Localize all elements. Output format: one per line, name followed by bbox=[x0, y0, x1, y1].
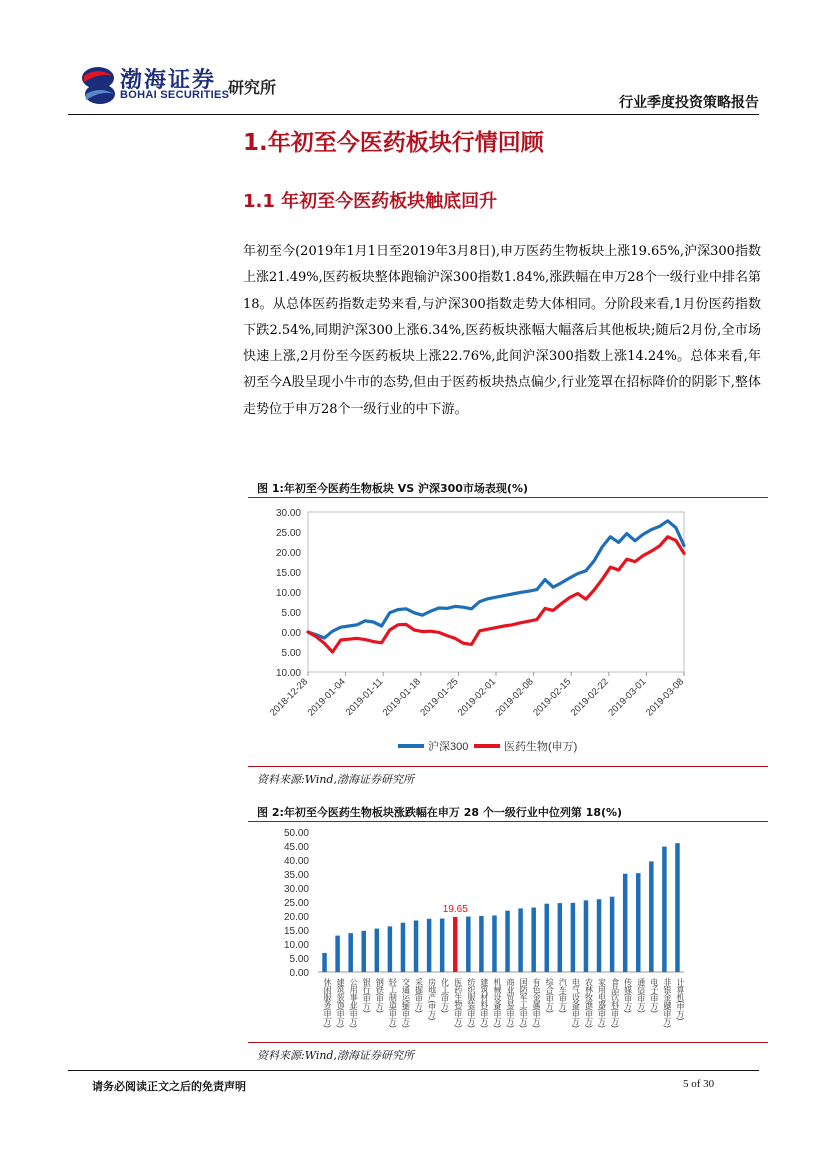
y-tick-label: 20.00 bbox=[275, 548, 301, 559]
bar bbox=[492, 915, 497, 972]
bar bbox=[545, 904, 550, 972]
x-tick-label: 2019-01-11 bbox=[343, 676, 386, 718]
x-category-label: 有色金属(申万) bbox=[532, 978, 542, 1028]
x-category-label: 钢铁(申万) bbox=[375, 978, 385, 1013]
x-category-label: 食品饮料(申万) bbox=[610, 978, 620, 1028]
bar bbox=[479, 916, 484, 972]
y-tick-label: 15.00 bbox=[275, 568, 301, 579]
y-tick-label: 35.00 bbox=[283, 870, 309, 881]
y-tick-label: 0.00 bbox=[281, 628, 301, 639]
y-tick-label: 45.00 bbox=[283, 842, 309, 853]
series-line-0 bbox=[308, 521, 684, 638]
x-tick-label: 2019-03-08 bbox=[643, 676, 687, 719]
bar bbox=[571, 903, 576, 972]
y-tick-label: 0.00 bbox=[289, 968, 309, 979]
y-tick-label: 15.00 bbox=[283, 926, 309, 937]
x-category-label: 通信(申万) bbox=[636, 978, 646, 1013]
x-tick-label: 2019-03-01 bbox=[606, 676, 649, 719]
logo-english: BOHAI SECURITIES bbox=[120, 89, 230, 101]
bar bbox=[649, 861, 654, 972]
figure1-bottom-rule bbox=[248, 766, 768, 767]
x-category-label: 传媒(申万) bbox=[623, 978, 633, 1013]
x-category-label: 国防军工(申万) bbox=[519, 978, 529, 1028]
bar bbox=[597, 899, 602, 972]
figure1-top-rule bbox=[248, 497, 768, 498]
body-paragraph bbox=[243, 239, 761, 423]
x-tick-label: 2019-02-01 bbox=[455, 676, 499, 719]
section-heading: 1.年初至今医药板块行情回顾 bbox=[243, 130, 544, 156]
bar bbox=[440, 919, 445, 972]
bar bbox=[388, 926, 393, 972]
x-category-label: 采掘(申万) bbox=[414, 978, 424, 1013]
x-category-label: 纺织服装(申万) bbox=[466, 978, 476, 1028]
figure2-title: 图 2:年初至今医药生物板块涨跌幅在申万 28 个一级行业中位列第 18(%) bbox=[257, 806, 623, 819]
bar bbox=[610, 897, 615, 972]
x-category-label: 机械设备(申万) bbox=[492, 978, 502, 1028]
bar bbox=[414, 920, 419, 972]
x-category-label: 房地产(申万) bbox=[427, 978, 437, 1020]
y-tick-label: 25.00 bbox=[275, 528, 301, 539]
page-number: 5 of 30 bbox=[683, 1078, 715, 1090]
bar bbox=[623, 874, 628, 972]
x-category-label: 公用事业(申万) bbox=[349, 978, 359, 1028]
y-tick-label: 50.00 bbox=[283, 828, 309, 839]
x-category-label: 计算机(申万) bbox=[675, 978, 685, 1020]
legend-label: 医药生物(申万) bbox=[504, 741, 578, 753]
x-category-label: 医药生物(申万) bbox=[453, 978, 463, 1028]
x-category-label: 电气设备(申万) bbox=[571, 978, 581, 1028]
x-tick-label: 2019-02-15 bbox=[531, 676, 574, 719]
y-tick-label: 5.00 bbox=[289, 954, 309, 965]
x-category-label: 建筑装饰(申万) bbox=[336, 978, 346, 1028]
paragraph-text: 年初至今(2019年1月1日至2019年3月8日),申万医药生物板块上涨19.65%,沪深300指数上涨21.49%,医药板块整体跑输沪深300指数1.84%,涨跌幅在申万28个一级行业中排名第18。从总体医药指数走势来看,与沪深300指数走势大体相同。分阶段来看,1月份医药指数下跌2.54%,同期沪深300上涨6.34%,医药板块涨幅大幅落后其他板块;随后2月份,全市场快速上涨,2月份至今医药板块上涨22.76%,此间沪深300指数上涨14.24%。总体来看,年初至今A股呈现小牛市的态势,但由于医药板块热点偏少,行业笼罩在招标降价的阴影下,整体走势位于申万28个一级行业的中下游。 bbox=[243, 244, 761, 417]
x-category-label: 交通运输(申万) bbox=[401, 978, 411, 1028]
x-category-label: 非银金融(申万) bbox=[662, 978, 672, 1028]
figure2-bar-chart bbox=[248, 822, 768, 1040]
bar bbox=[348, 933, 353, 972]
data-label: 19.65 bbox=[442, 903, 468, 915]
x-category-label: 汽车(申万) bbox=[558, 978, 568, 1013]
y-tick-label: 10.00 bbox=[283, 940, 309, 951]
y-tick-label: 20.00 bbox=[283, 912, 309, 923]
bar bbox=[466, 917, 471, 972]
x-category-label: 综合(申万) bbox=[545, 978, 555, 1013]
subsection-heading: 1.1 年初至今医药板块触底回升 bbox=[243, 191, 498, 212]
bar bbox=[675, 843, 680, 972]
x-category-label: 商业贸易(申万) bbox=[506, 978, 516, 1028]
y-tick-label: 30.00 bbox=[275, 508, 301, 519]
header-divider bbox=[68, 114, 759, 115]
bar bbox=[662, 847, 667, 972]
bar bbox=[322, 953, 327, 972]
x-category-label: 轻工制造(申万) bbox=[388, 978, 398, 1028]
institute-label: 研究所 bbox=[228, 78, 277, 97]
figure1-title: 图 1:年初至今医药生物板块 VS 沪深300市场表现(%) bbox=[257, 482, 529, 495]
x-tick-label: 2018-12-28 bbox=[267, 676, 311, 719]
report-type: 行业季度投资策略报告 bbox=[619, 95, 759, 111]
y-tick-label: 40.00 bbox=[283, 856, 309, 867]
bar bbox=[558, 903, 563, 972]
bar bbox=[453, 917, 458, 972]
x-category-label: 银行(申万) bbox=[362, 978, 372, 1013]
bar bbox=[335, 936, 340, 972]
x-tick-label: 2019-02-08 bbox=[493, 676, 536, 719]
x-category-label: 化工(申万) bbox=[440, 978, 450, 1013]
bar bbox=[505, 911, 510, 972]
bar bbox=[518, 908, 523, 972]
x-tick-label: 2019-01-18 bbox=[380, 676, 423, 719]
y-tick-label: 30.00 bbox=[283, 884, 309, 895]
figure1-line-chart bbox=[248, 500, 768, 762]
bar bbox=[427, 919, 432, 972]
x-tick-label: 2019-01-25 bbox=[418, 676, 461, 719]
y-tick-label: 5.00 bbox=[281, 608, 301, 619]
x-tick-label: 2019-02-22 bbox=[568, 676, 611, 719]
footer-divider bbox=[68, 1070, 759, 1071]
x-category-label: 休闲服务(申万) bbox=[323, 978, 333, 1028]
logo-name: 渤海证券 bbox=[120, 68, 217, 93]
x-category-label: 家用电器(申万) bbox=[597, 978, 607, 1028]
figure2-source: 资料来源:Wind,渤海证券研究所 bbox=[257, 1049, 414, 1062]
bar bbox=[375, 929, 380, 972]
y-tick-label: 25.00 bbox=[283, 898, 309, 909]
x-category-label: 农林牧渔(申万) bbox=[584, 978, 594, 1028]
y-tick-label: 10.00 bbox=[275, 588, 301, 599]
disclaimer-note: 请务必阅读正文之后的免责声明 bbox=[92, 1080, 246, 1093]
x-category-label: 电子(申万) bbox=[649, 978, 659, 1013]
figure2-bottom-rule bbox=[248, 1042, 768, 1043]
bar bbox=[636, 873, 641, 972]
bohai-logo-icon bbox=[78, 64, 118, 106]
series-line-1 bbox=[308, 537, 684, 652]
y-tick-label: 10.00 bbox=[275, 668, 301, 679]
bar bbox=[362, 931, 367, 972]
bar bbox=[584, 900, 589, 972]
y-tick-label: 5.00 bbox=[281, 648, 301, 659]
bar bbox=[401, 923, 406, 972]
x-category-label: 建筑材料(申万) bbox=[479, 978, 489, 1028]
bar bbox=[531, 908, 536, 972]
x-tick-label: 2019-01-04 bbox=[305, 676, 348, 719]
figure1-source: 资料来源:Wind,渤海证券研究所 bbox=[257, 773, 414, 786]
legend-label: 沪深300 bbox=[428, 741, 469, 753]
